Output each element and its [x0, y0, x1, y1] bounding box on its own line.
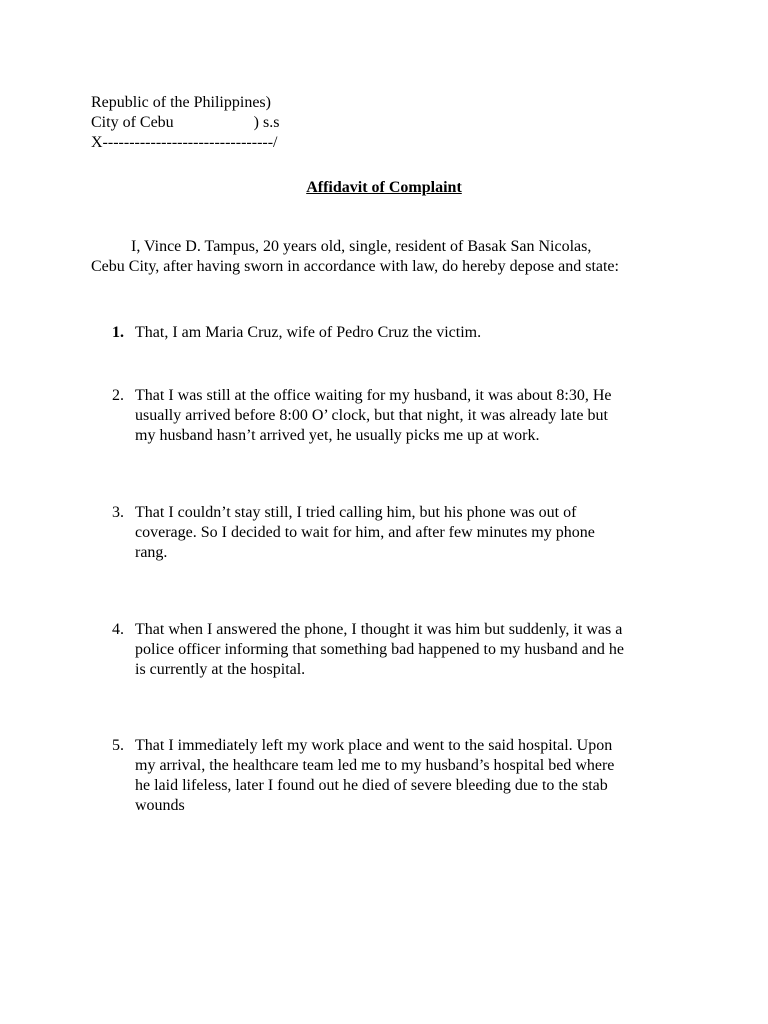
intro-line-1: I, Vince D. Tampus, 20 years old, single, resident of Basak San Nicolas,: [91, 238, 592, 255]
numbered-item: [112, 503, 672, 563]
item-line: That, I am Maria Cruz, wife of Pedro Cruz the victim.: [135, 324, 482, 341]
item-line: police officer informing that something bad happened to my husband and he: [135, 641, 624, 658]
item-line: That I was still at the office waiting for my husband, it was about 8:30, He: [135, 387, 612, 404]
item-line: is currently at the hospital.: [135, 661, 306, 678]
item-text: [135, 503, 672, 563]
numbered-item: [112, 736, 672, 816]
numbered-item: [112, 323, 672, 343]
item-line: my arrival, the healthcare team led me to my husband’s hospital bed where: [135, 757, 615, 774]
item-line: That when I answered the phone, I thought it was him but suddenly, it was a: [135, 621, 623, 638]
document-title: Affidavit of Complaint: [306, 179, 462, 196]
item-number: 5.: [112, 737, 124, 754]
item-text: [135, 386, 672, 446]
item-text: [135, 736, 672, 816]
jurisdiction-header: [91, 93, 279, 153]
item-line: rang.: [135, 544, 168, 561]
item-line: wounds: [135, 797, 185, 814]
item-line: my husband hasn’t arrived yet, he usually picks me up at work.: [135, 427, 540, 444]
item-line: usually arrived before 8:00 O’ clock, but that night, it was already late but: [135, 407, 608, 424]
item-number: 4.: [112, 621, 124, 638]
item-line: That I immediately left my work place and went to the said hospital. Upon: [135, 737, 613, 754]
header-separator-line: X--------------------------------/: [91, 134, 278, 151]
item-line: That I couldn’t stay still, I tried calling him, but his phone was out of: [135, 504, 577, 521]
numbered-item: [112, 620, 672, 680]
item-text: [135, 323, 672, 343]
item-text: [135, 620, 672, 680]
item-line: he laid lifeless, later I found out he died of severe bleeding due to the stab: [135, 777, 608, 794]
item-number: 2.: [112, 387, 124, 404]
item-line: coverage. So I decided to wait for him, and after few minutes my phone: [135, 524, 595, 541]
header-city-line: City of Cebu ) s.s: [91, 114, 280, 131]
item-number: 3.: [112, 504, 124, 521]
intro-paragraph: [91, 237, 691, 277]
header-republic-line: Republic of the Philippines): [91, 94, 271, 111]
intro-line-2: Cebu City, after having sworn in accordance with law, do hereby depose and state:: [91, 258, 619, 275]
numbered-item: [112, 386, 672, 446]
item-number: 1.: [112, 324, 124, 341]
